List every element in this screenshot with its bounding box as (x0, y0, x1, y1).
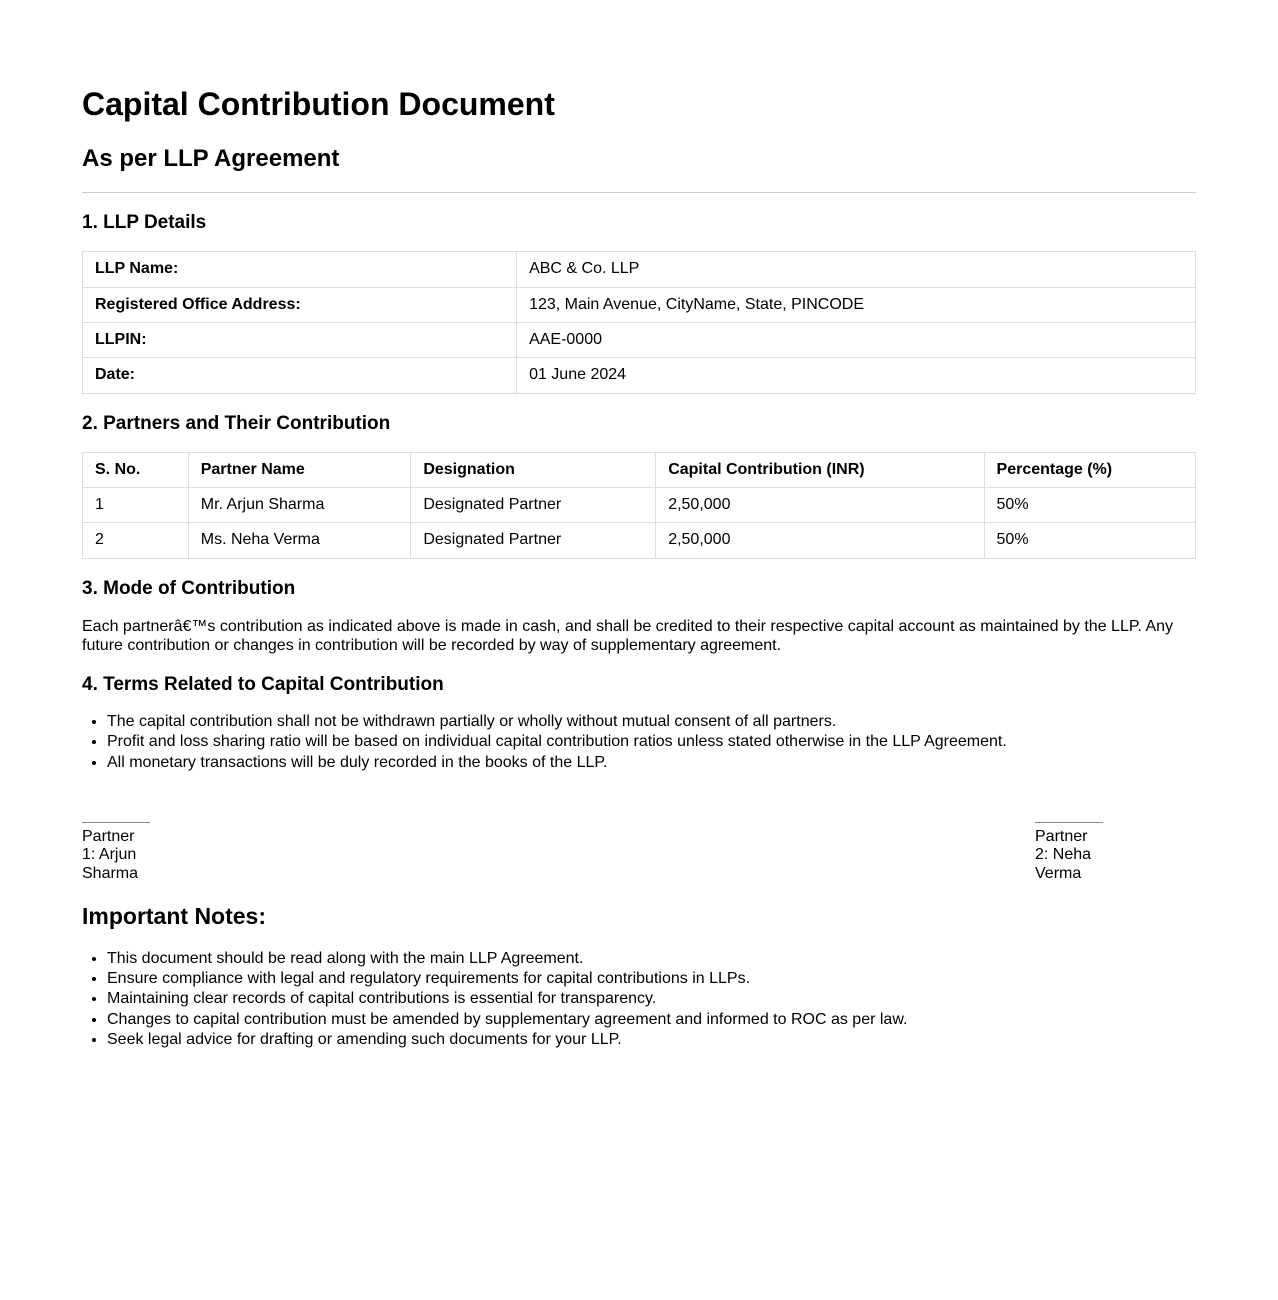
list-item: • Changes to capital contribution must be amended by supplementary agreement and informed to ROC as per law. (107, 1011, 1196, 1029)
table-cell: Mr. Arjun Sharma (188, 488, 411, 523)
table-cell: Designated Partner (411, 488, 656, 523)
section-important-notes (82, 903, 1196, 1049)
signature-block-partner-2 (1035, 822, 1103, 883)
list-item: • Maintaining clear records of capital contributions is essential for transparency. (107, 990, 1196, 1008)
section-mode-of-contribution (82, 578, 1196, 655)
list-item: • Seek legal advice for drafting or amending such documents for your LLP. (107, 1031, 1196, 1049)
partners-table (82, 452, 1196, 559)
terms-heading: 4. Terms Related to Capital Contribution (82, 674, 444, 696)
signature-row (82, 822, 1103, 883)
table-row (83, 287, 1196, 322)
table-row (83, 252, 1196, 287)
table-cell: 2 (83, 523, 189, 558)
notes-heading: Important Notes: (82, 903, 266, 930)
section-partners (82, 413, 1196, 559)
table-cell: 2,50,000 (656, 523, 984, 558)
table-cell: 50% (984, 488, 1195, 523)
table-row (83, 358, 1196, 393)
row-label: Registered Office Address: (83, 287, 517, 322)
table-row (83, 523, 1196, 558)
table-row (83, 323, 1196, 358)
section-llp-details (82, 212, 1196, 393)
list-item: • All monetary transactions will be duly recorded in the books of the LLP. (107, 754, 1196, 772)
signature-label: Partner 2: Neha Verma (1035, 828, 1092, 882)
column-header: S. No. (83, 452, 189, 487)
section-terms (82, 674, 1196, 772)
divider (82, 192, 1196, 193)
table-header-row (83, 452, 1196, 487)
partners-heading: 2. Partners and Their Contribution (82, 412, 391, 434)
table-cell: Ms. Neha Verma (188, 523, 411, 558)
table-cell: Designated Partner (411, 523, 656, 558)
list-item: • The capital contribution shall not be withdrawn partially or wholly without mutual consent of all partners. (107, 713, 1196, 731)
row-label: LLP Name: (83, 252, 517, 287)
doc-subtitle: As per LLP Agreement (82, 144, 340, 172)
table-cell: 1 (83, 488, 189, 523)
row-value: 01 June 2024 (517, 358, 1196, 393)
signature-label: Partner 1: Arjun Sharma (82, 828, 139, 882)
notes-list (82, 950, 1196, 1050)
row-value: AAE-0000 (517, 323, 1196, 358)
llp-details-heading: 1. LLP Details (82, 212, 207, 234)
table-cell: 50% (984, 523, 1195, 558)
doc-title: Capital Contribution Document (82, 86, 555, 122)
signature-block-partner-1 (82, 822, 150, 883)
mode-heading: 3. Mode of Contribution (82, 577, 296, 599)
list-item: • Ensure compliance with legal and regulatory requirements for capital contributions in LLPs. (107, 970, 1196, 988)
table-cell: 2,50,000 (656, 488, 984, 523)
column-header: Designation (411, 452, 656, 487)
mode-paragraph: Each partnerâ€™s contribution as indicated above is made in cash, and shall be credited to their respective capital account as maintained by the LLP. Any future contribution or changes in contribution will be recorded by way of supplementary agreement. (82, 617, 1174, 654)
list-item: • Profit and loss sharing ratio will be based on individual capital contribution ratios unless stated otherwise in the LLP Agreement. (107, 733, 1196, 751)
column-header: Partner Name (188, 452, 411, 487)
row-label: Date: (83, 358, 517, 393)
column-header: Capital Contribution (INR) (656, 452, 984, 487)
terms-list (82, 713, 1196, 772)
llp-details-table (82, 251, 1196, 394)
table-row (83, 488, 1196, 523)
row-value: ABC & Co. LLP (517, 252, 1196, 287)
list-item: • This document should be read along with the main LLP Agreement. (107, 950, 1196, 968)
row-value: 123, Main Avenue, CityName, State, PINCODE (517, 287, 1196, 322)
column-header: Percentage (%) (984, 452, 1195, 487)
row-label: LLPIN: (83, 323, 517, 358)
